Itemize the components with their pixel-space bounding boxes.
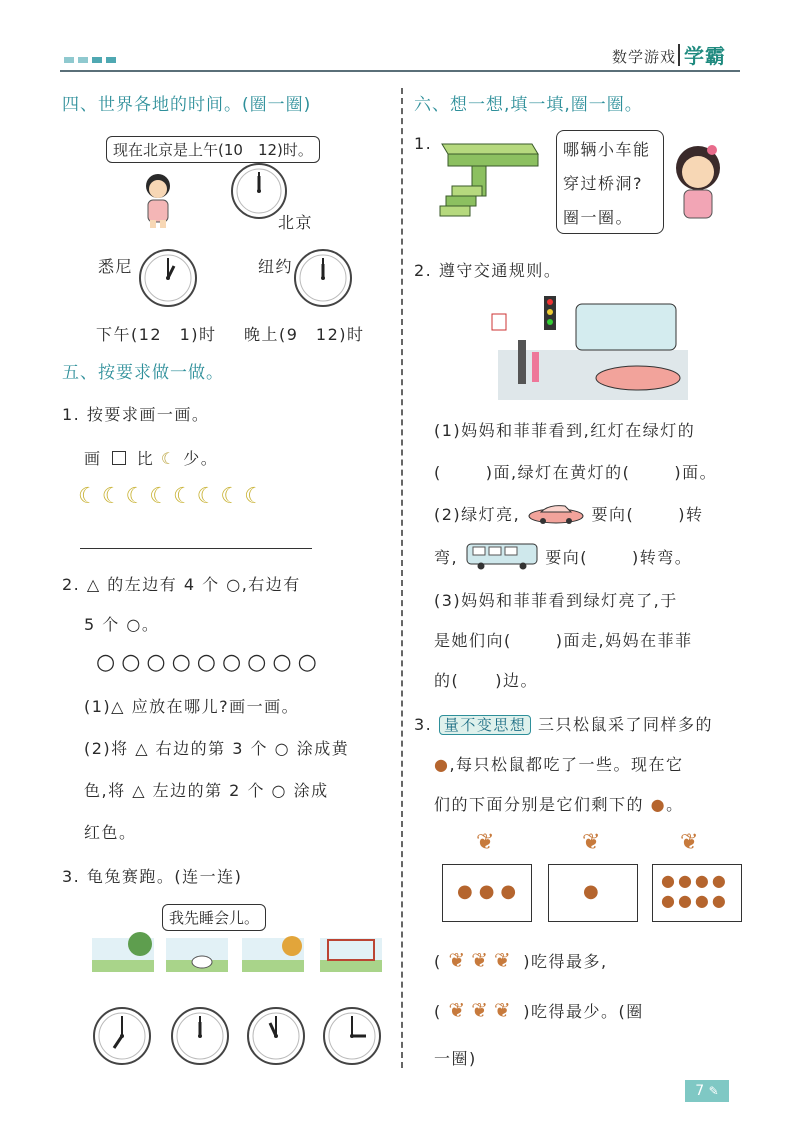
q1-instruction xyxy=(84,446,218,469)
q2-p2-c: 涂成黄 xyxy=(296,739,350,758)
squirrel-choice-icons[interactable]: ❦❦❦ xyxy=(448,998,517,1022)
q2-p2-g: 红色。 xyxy=(84,823,137,842)
beijing-label: 北京 xyxy=(278,213,314,232)
acorn-group: ●●● xyxy=(457,881,523,902)
circle-icon: ○ xyxy=(226,575,242,594)
bus-icon xyxy=(465,542,539,568)
r-q2-p2-d: 弯, xyxy=(434,548,459,567)
r-q2-p3-d: 的( xyxy=(434,671,460,690)
r-q2-p1-line1: (1)妈妈和菲菲看到,红灯在绿灯的 xyxy=(434,421,696,440)
sydney-choice[interactable]: 下午(12 1)时 xyxy=(96,325,217,344)
header-brand: 学霸 xyxy=(684,44,726,68)
girl-illustration xyxy=(138,170,178,230)
q2-p2-a: (2)将 xyxy=(84,739,129,758)
moon-icon: ☾ xyxy=(149,484,173,509)
page-number-text: 7 xyxy=(695,1083,705,1099)
paren-open: ( xyxy=(434,1002,442,1021)
q2-part1 xyxy=(84,694,299,717)
r-q2-p2-c: )转 xyxy=(678,505,704,524)
circle-icon: ○ xyxy=(271,781,288,800)
pinecone-icon: ● xyxy=(650,795,667,814)
r-q2-p3-line2 xyxy=(434,628,693,651)
column-divider xyxy=(401,88,403,1068)
newyork-clock xyxy=(293,248,353,308)
r-q2-p2-e: 要向( xyxy=(545,548,589,567)
moon-icon: ☾ xyxy=(196,484,221,509)
beijing-time-bubble: 现在北京是上午(10 12)时。 xyxy=(106,136,320,163)
triangle-icon: △ xyxy=(86,575,101,594)
r-q2-title: 2. 遵守交通规则。 xyxy=(414,261,562,280)
bridge-blocks-illustration xyxy=(432,124,542,224)
circle-row[interactable]: ○○○○○○○○○ xyxy=(96,650,323,675)
squirrel-icon: ❦ xyxy=(582,830,601,855)
newyork-label: 纽约 xyxy=(258,257,294,276)
header-rule xyxy=(60,70,740,72)
r-q3-least xyxy=(434,998,644,1022)
r-q2-p3-line1: (3)妈妈和菲菲看到绿灯亮了,于 xyxy=(434,591,678,610)
r-q3-end: 一圈) xyxy=(434,1049,477,1068)
r-q1-num: 1. xyxy=(414,134,433,153)
q3-title: 3. 龟兔赛跑。(连一连) xyxy=(62,867,243,886)
squirrel-1-box xyxy=(442,864,532,922)
triangle-icon: △ xyxy=(135,739,150,758)
section4-heading: 四、世界各地的时间。(圈一圈) xyxy=(62,95,312,115)
moon-icon: ☾ xyxy=(244,484,268,509)
triangle-icon: △ xyxy=(111,697,125,716)
q2-text-d: 5 个 xyxy=(84,615,120,634)
header-decoration xyxy=(64,57,116,63)
car-icon xyxy=(527,504,585,522)
squirrel-icon: ❦ xyxy=(680,830,699,855)
section6-heading: 六、想一想,填一填,圈一圈。 xyxy=(414,95,643,115)
sydney-clock xyxy=(138,248,198,308)
square-icon xyxy=(112,451,126,465)
moon-icon: ☾ xyxy=(101,484,126,509)
r-q2-p2-a: (2)绿灯亮, xyxy=(434,505,521,524)
r-q2-p3-line3 xyxy=(434,668,538,691)
concept-tag: 量不变思想 xyxy=(439,715,532,735)
q2-text-b: 的左边有 4 个 xyxy=(107,575,220,594)
r-q3-most-text: )吃得最多, xyxy=(523,952,608,971)
r-q2-p2-b: 要向( xyxy=(591,505,635,524)
header-separator xyxy=(678,44,680,66)
q1-text-a: 画 xyxy=(84,449,102,468)
r-q3-c: 们的下面分别是它们剩下的 xyxy=(434,795,645,814)
moon-icon: ☾ xyxy=(172,484,197,509)
race-clock-2[interactable] xyxy=(170,1006,230,1066)
r-q3-b: ,每只松鼠都吃了一些。现在它 xyxy=(449,755,684,774)
triangle-icon: △ xyxy=(132,781,146,800)
race-clock-1[interactable] xyxy=(92,1006,152,1066)
q2-p1-text: 应放在哪儿?画一画。 xyxy=(131,697,300,716)
squirrel-choice-icons[interactable]: ❦❦❦ xyxy=(448,948,517,972)
rabbit-bubble: 我先睡会儿。 xyxy=(162,904,266,931)
r-q3-line1 xyxy=(414,712,713,735)
paren-open: ( xyxy=(434,952,442,971)
section5-heading: 五、按要求做一做。 xyxy=(62,363,224,383)
r-q3-num: 3. xyxy=(414,715,433,734)
squirrel-3-box xyxy=(652,864,742,922)
circle-icon: ○ xyxy=(126,615,142,634)
r-q2-p1-c: )面,绿灯在黄灯的( xyxy=(485,463,631,482)
r-q3-d: 。 xyxy=(666,795,684,814)
r-q2-p2-line1 xyxy=(434,502,703,525)
page-number xyxy=(685,1080,729,1102)
paren: ( xyxy=(434,463,442,482)
q1-text-b: 比 xyxy=(136,449,155,468)
r-q2-p1-line2 xyxy=(434,460,717,483)
header-title: 数学游戏 xyxy=(612,48,677,66)
q2-p2-e: 左边的第 2 个 xyxy=(152,781,265,800)
r-q3-line3 xyxy=(434,792,684,815)
moon-icon: ☾ xyxy=(160,449,177,468)
traffic-scene-illustration xyxy=(488,290,688,400)
r-q2-p3-c: )面走,妈妈在菲菲 xyxy=(555,631,693,650)
answer-line[interactable] xyxy=(80,548,312,549)
r-q2-p1-d: )面。 xyxy=(674,463,718,482)
r-q3-line2 xyxy=(434,752,684,775)
newyork-choice[interactable]: 晚上(9 12)时 xyxy=(244,325,365,344)
moon-row xyxy=(78,484,268,509)
q2-p2-f: 涂成 xyxy=(293,781,329,800)
moon-icon: ☾ xyxy=(220,484,245,509)
q1-text-c: 少。 xyxy=(183,449,219,468)
q2-num: 2. xyxy=(62,575,81,594)
q2-part2-line2 xyxy=(84,778,329,801)
q2-text-c: ,右边有 xyxy=(241,575,301,594)
q2-text-e: 。 xyxy=(141,615,160,634)
acorn-group: ●●●● ●●●● xyxy=(661,871,729,910)
q2-p1-label: (1) xyxy=(84,697,112,716)
moon-icon: ☾ xyxy=(78,484,102,509)
girl-feifei-illustration xyxy=(668,140,728,220)
bubble-line-2: 穿过桥洞? xyxy=(563,174,643,193)
bubble-line-1: 哪辆小车能 xyxy=(563,140,651,159)
q2-part2-line1 xyxy=(84,736,349,759)
moon-icon: ☾ xyxy=(125,484,150,509)
r-q2-p2-line2 xyxy=(434,542,692,568)
acorn-group: ● xyxy=(583,881,599,902)
race-scenes xyxy=(92,928,382,974)
squirrel-2-box xyxy=(548,864,638,922)
r-q3-a: 三只松鼠采了同样多的 xyxy=(537,715,713,734)
r-q2-p3-b: 是她们向( xyxy=(434,631,512,650)
car-question-bubble xyxy=(556,130,664,234)
pinecone-icon: ● xyxy=(434,755,450,774)
q2-line1 xyxy=(62,572,301,595)
q2-line2 xyxy=(84,612,159,635)
squirrel-icon: ❦ xyxy=(476,830,495,855)
sydney-label: 悉尼 xyxy=(98,257,134,276)
circle-icon: ○ xyxy=(274,739,291,758)
pencil-icon: ✎ xyxy=(708,1084,719,1098)
r-q3-most xyxy=(434,948,608,972)
q2-p2-d: 色,将 xyxy=(84,781,126,800)
race-clock-3[interactable] xyxy=(246,1006,306,1066)
r-q3-least-text: )吃得最少。(圈 xyxy=(523,1002,644,1021)
r-q2-p3-e: )边。 xyxy=(495,671,538,690)
race-clock-4[interactable] xyxy=(322,1006,382,1066)
q1-title: 1. 按要求画一画。 xyxy=(62,405,210,424)
q2-p2-b: 右边的第 3 个 xyxy=(155,739,269,758)
r-q2-p2-f: )转弯。 xyxy=(632,548,693,567)
bubble-line-3: 圈一圈。 xyxy=(563,208,634,227)
